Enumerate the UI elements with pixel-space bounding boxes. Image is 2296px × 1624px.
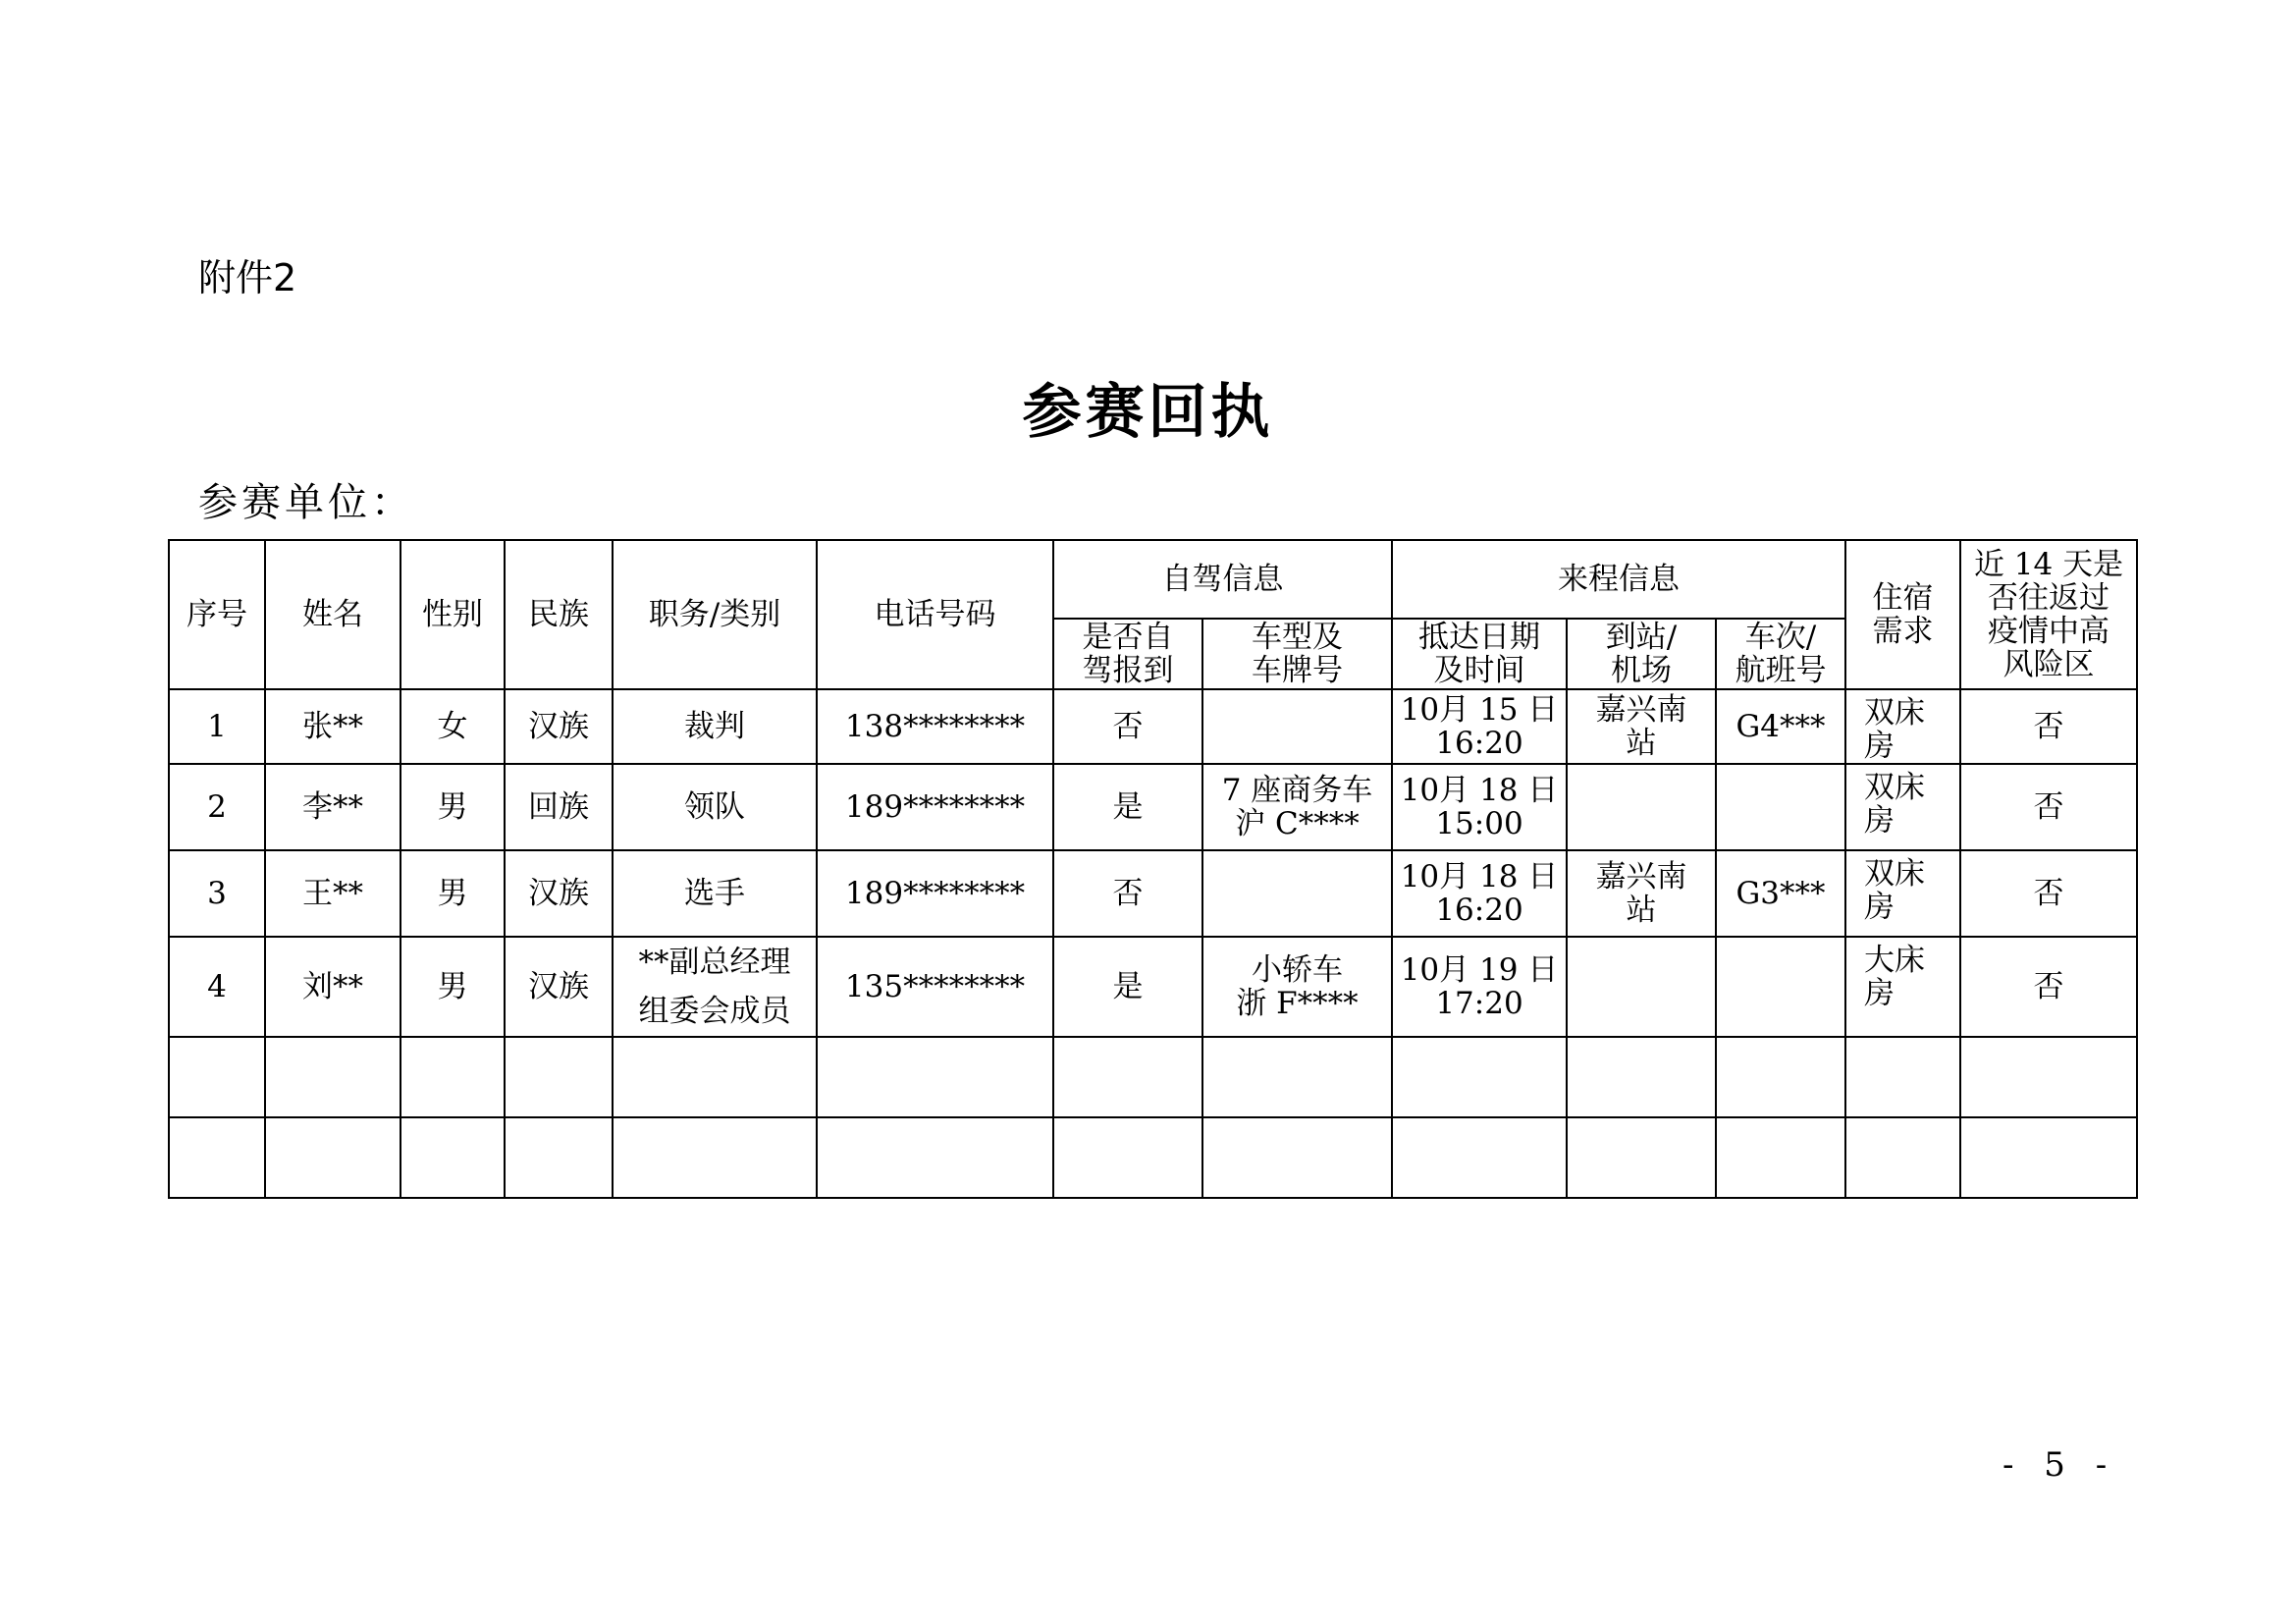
header-self-drive-group: 自驾信息 bbox=[1053, 540, 1392, 619]
cell-train bbox=[1716, 937, 1845, 1037]
cell-phone: 135******** bbox=[817, 937, 1053, 1037]
table-row bbox=[169, 850, 2137, 937]
cell-index: 3 bbox=[169, 850, 265, 937]
cell-arrival: 10月 15 日 16:20 bbox=[1392, 689, 1567, 764]
cell-gender: 男 bbox=[400, 764, 505, 850]
header-phone: 电话号码 bbox=[817, 540, 1053, 689]
header-gender: 性别 bbox=[400, 540, 505, 689]
cell-gender: 男 bbox=[400, 937, 505, 1037]
table-row bbox=[169, 689, 2137, 764]
cell-role: 选手 bbox=[613, 850, 817, 937]
cell-risk: 否 bbox=[1960, 689, 2137, 764]
cell-station: 嘉兴南 站 bbox=[1567, 850, 1716, 937]
cell-name: 李** bbox=[265, 764, 400, 850]
cell-station: 嘉兴南 站 bbox=[1567, 689, 1716, 764]
cell-name: 刘** bbox=[265, 937, 400, 1037]
header-row bbox=[169, 540, 2137, 619]
cell-role: 领队 bbox=[613, 764, 817, 850]
cell-arrival: 10月 18 日 16:20 bbox=[1392, 850, 1567, 937]
cell-train bbox=[1716, 764, 1845, 850]
page-title: 参赛回执 bbox=[1022, 378, 1274, 447]
registration-table bbox=[168, 539, 2138, 1199]
attachment-label: 附件2 bbox=[198, 256, 297, 299]
cell-phone: 138******** bbox=[817, 689, 1053, 764]
header-arrival-group: 来程信息 bbox=[1392, 540, 1845, 619]
cell-gender: 男 bbox=[400, 850, 505, 937]
cell-risk: 否 bbox=[1960, 937, 2137, 1037]
header-role: 职务/类别 bbox=[613, 540, 817, 689]
cell-index: 4 bbox=[169, 937, 265, 1037]
cell-role: **副总经理 组委会成员 bbox=[613, 937, 817, 1037]
cell-index: 2 bbox=[169, 764, 265, 850]
header-car-plate: 车型及 车牌号 bbox=[1202, 619, 1392, 689]
cell-risk: 否 bbox=[1960, 850, 2137, 937]
cell-station bbox=[1567, 937, 1716, 1037]
cell-station bbox=[1567, 764, 1716, 850]
table-row bbox=[169, 937, 2137, 1037]
cell-lodging: 双床 房 bbox=[1845, 689, 1960, 764]
cell-arrival: 10月 19 日 17:20 bbox=[1392, 937, 1567, 1037]
header-index: 序号 bbox=[169, 540, 265, 689]
cell-car bbox=[1202, 689, 1392, 764]
cell-ethnicity: 汉族 bbox=[505, 937, 613, 1037]
cell-index: 1 bbox=[169, 689, 265, 764]
cell-lodging: 双床 房 bbox=[1845, 764, 1960, 850]
cell-ethnicity: 汉族 bbox=[505, 689, 613, 764]
empty-row bbox=[169, 1037, 2137, 1117]
cell-name: 张** bbox=[265, 689, 400, 764]
page-number: - 5 - bbox=[2002, 1445, 2117, 1485]
header-station: 到站/ 机场 bbox=[1567, 619, 1716, 689]
table-row bbox=[169, 764, 2137, 850]
header-arrival-time: 抵达日期 及时间 bbox=[1392, 619, 1567, 689]
cell-phone: 189******** bbox=[817, 764, 1053, 850]
cell-arrival: 10月 18 日 15:00 bbox=[1392, 764, 1567, 850]
cell-lodging: 双床 房 bbox=[1845, 850, 1960, 937]
header-risk: 近 14 天是 否往返过 疫情中高 风险区 bbox=[1960, 540, 2137, 689]
cell-role: 裁判 bbox=[613, 689, 817, 764]
cell-lodging: 大床 房 bbox=[1845, 937, 1960, 1037]
header-ethnicity: 民族 bbox=[505, 540, 613, 689]
header-name: 姓名 bbox=[265, 540, 400, 689]
empty-row bbox=[169, 1117, 2137, 1198]
cell-self-drive: 是 bbox=[1053, 937, 1202, 1037]
cell-self-drive: 否 bbox=[1053, 689, 1202, 764]
cell-car bbox=[1202, 850, 1392, 937]
header-train: 车次/ 航班号 bbox=[1716, 619, 1845, 689]
cell-gender: 女 bbox=[400, 689, 505, 764]
cell-train: G3*** bbox=[1716, 850, 1845, 937]
unit-label: 参赛单位： bbox=[198, 480, 414, 525]
cell-ethnicity: 汉族 bbox=[505, 850, 613, 937]
cell-train: G4*** bbox=[1716, 689, 1845, 764]
cell-name: 王** bbox=[265, 850, 400, 937]
cell-phone: 189******** bbox=[817, 850, 1053, 937]
cell-risk: 否 bbox=[1960, 764, 2137, 850]
cell-ethnicity: 回族 bbox=[505, 764, 613, 850]
cell-self-drive: 是 bbox=[1053, 764, 1202, 850]
header-self-drive: 是否自 驾报到 bbox=[1053, 619, 1202, 689]
cell-car: 小轿车 浙 F**** bbox=[1202, 937, 1392, 1037]
cell-car: 7 座商务车 沪 C**** bbox=[1202, 764, 1392, 850]
cell-self-drive: 否 bbox=[1053, 850, 1202, 937]
header-lodging: 住宿 需求 bbox=[1845, 540, 1960, 689]
